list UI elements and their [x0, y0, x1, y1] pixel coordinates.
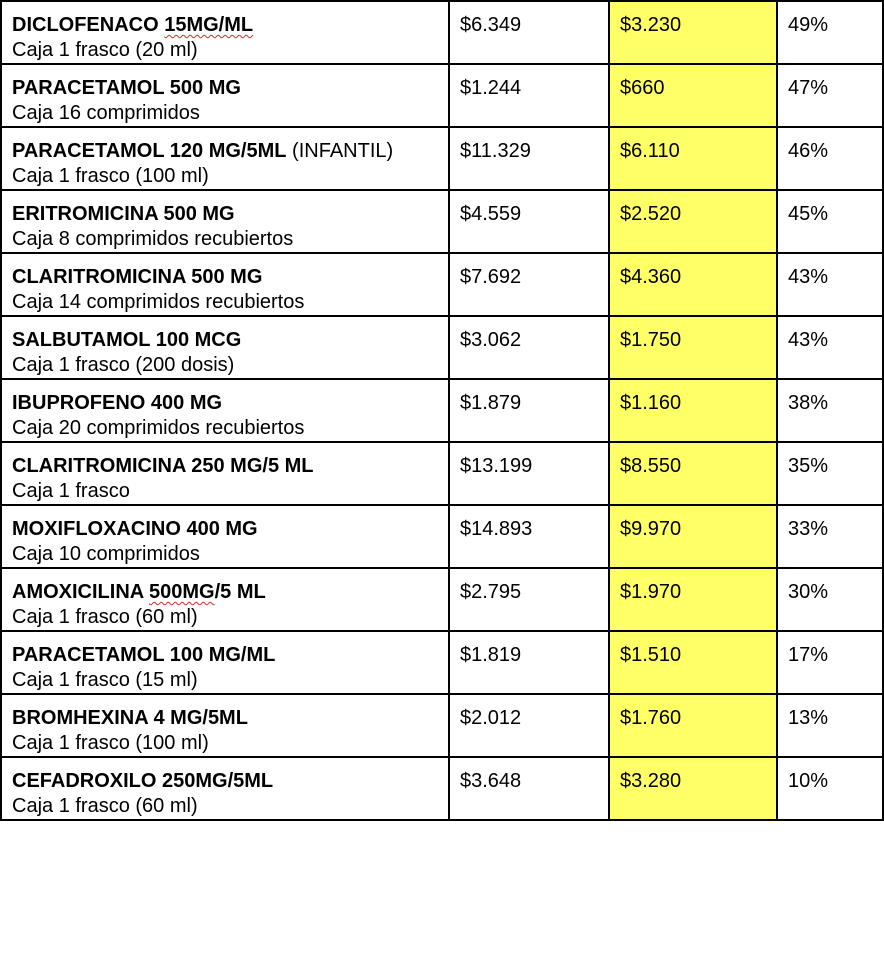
price-before-cell: $1.819 [449, 631, 609, 694]
discount-cell: 35% [777, 442, 883, 505]
product-name-spellcheck: 15MG/ML [164, 14, 254, 36]
product-pack: Caja 1 frasco (60 ml) [12, 795, 198, 817]
product-cell [1, 127, 449, 190]
product-name-text: CLARITROMICINA 250 MG/5 ML [12, 455, 314, 477]
product-pack: Caja 8 comprimidos recubiertos [12, 228, 294, 250]
product-name [12, 328, 438, 353]
table-row [1, 190, 883, 253]
product-cell [1, 379, 449, 442]
product-name-text: BROMHEXINA 4 MG/5ML [12, 707, 248, 729]
product-cell [1, 568, 449, 631]
discount-cell: 45% [777, 190, 883, 253]
product-name [12, 706, 438, 731]
product-pack: Caja 16 comprimidos [12, 102, 200, 124]
discount-cell: 38% [777, 379, 883, 442]
discount-cell: 43% [777, 316, 883, 379]
product-name-text: CLARITROMICINA 500 MG [12, 266, 263, 288]
table-row [1, 64, 883, 127]
price-before-cell: $3.648 [449, 757, 609, 820]
product-name-tail: /5 ML [214, 581, 266, 603]
product-name-text: PARACETAMOL 100 MG/ML [12, 644, 276, 666]
product-cell [1, 631, 449, 694]
product-pack: Caja 1 frasco [12, 480, 130, 502]
product-name [12, 202, 438, 227]
table-row [1, 568, 883, 631]
table-row [1, 694, 883, 757]
discount-cell: 10% [777, 757, 883, 820]
table-row [1, 253, 883, 316]
price-after-cell: $8.550 [609, 442, 777, 505]
product-pack: Caja 14 comprimidos recubiertos [12, 291, 305, 313]
product-name [12, 769, 438, 794]
discount-cell: 13% [777, 694, 883, 757]
product-pack: Caja 1 frasco (100 ml) [12, 165, 209, 187]
product-name-spellcheck: 500MG [149, 581, 215, 603]
product-cell [1, 757, 449, 820]
price-after-cell: $3.230 [609, 1, 777, 64]
product-cell [1, 64, 449, 127]
price-after-cell: $1.510 [609, 631, 777, 694]
price-after-cell: $1.160 [609, 379, 777, 442]
product-cell [1, 190, 449, 253]
discount-cell: 17% [777, 631, 883, 694]
price-after-cell: $6.110 [609, 127, 777, 190]
price-before-cell: $4.559 [449, 190, 609, 253]
product-name [12, 76, 438, 101]
discount-cell: 33% [777, 505, 883, 568]
product-name-text: PARACETAMOL 500 MG [12, 77, 241, 99]
price-before-cell: $2.012 [449, 694, 609, 757]
price-after-cell: $660 [609, 64, 777, 127]
product-pack: Caja 10 comprimidos [12, 543, 200, 565]
discount-cell: 47% [777, 64, 883, 127]
product-cell [1, 442, 449, 505]
product-name [12, 13, 438, 38]
product-name [12, 580, 438, 605]
product-suffix: (INFANTIL) [286, 140, 394, 162]
price-after-cell: $1.760 [609, 694, 777, 757]
product-cell [1, 694, 449, 757]
table-body [1, 1, 883, 820]
product-name [12, 454, 438, 479]
product-cell [1, 253, 449, 316]
price-before-cell: $6.349 [449, 1, 609, 64]
product-pack: Caja 1 frasco (20 ml) [12, 39, 198, 61]
product-pack: Caja 1 frasco (100 ml) [12, 732, 209, 754]
table-row [1, 505, 883, 568]
product-name [12, 643, 438, 668]
discount-cell: 43% [777, 253, 883, 316]
product-cell [1, 316, 449, 379]
product-name-text: IBUPROFENO 400 MG [12, 392, 223, 414]
price-before-cell: $3.062 [449, 316, 609, 379]
price-after-cell: $1.750 [609, 316, 777, 379]
product-cell [1, 1, 449, 64]
table-row [1, 316, 883, 379]
price-after-cell: $3.280 [609, 757, 777, 820]
table-row [1, 1, 883, 64]
product-pack: Caja 20 comprimidos recubiertos [12, 417, 305, 439]
table-row [1, 442, 883, 505]
price-before-cell: $13.199 [449, 442, 609, 505]
product-pack: Caja 1 frasco (15 ml) [12, 669, 198, 691]
price-after-cell: $4.360 [609, 253, 777, 316]
product-name-text: SALBUTAMOL 100 MCG [12, 329, 242, 351]
price-before-cell: $7.692 [449, 253, 609, 316]
table-row [1, 379, 883, 442]
product-name-text: AMOXICILINA [12, 581, 150, 603]
discount-cell: 49% [777, 1, 883, 64]
discount-cell: 30% [777, 568, 883, 631]
price-after-cell: $1.970 [609, 568, 777, 631]
price-after-cell: $9.970 [609, 505, 777, 568]
price-before-cell: $11.329 [449, 127, 609, 190]
product-pack: Caja 1 frasco (60 ml) [12, 606, 198, 628]
product-name [12, 517, 438, 542]
product-name [12, 265, 438, 290]
product-name-text: DICLOFENACO [12, 14, 165, 36]
price-before-cell: $1.244 [449, 64, 609, 127]
product-name-text: MOXIFLOXACINO 400 MG [12, 518, 258, 540]
product-name [12, 391, 438, 416]
price-before-cell: $14.893 [449, 505, 609, 568]
product-cell [1, 505, 449, 568]
product-pack: Caja 1 frasco (200 dosis) [12, 354, 235, 376]
product-name-text: ERITROMICINA 500 MG [12, 203, 235, 225]
price-after-cell: $2.520 [609, 190, 777, 253]
product-name-text: PARACETAMOL 120 MG/5ML [12, 140, 287, 162]
product-name [12, 139, 438, 164]
price-before-cell: $2.795 [449, 568, 609, 631]
table-row [1, 127, 883, 190]
price-before-cell: $1.879 [449, 379, 609, 442]
discount-cell: 46% [777, 127, 883, 190]
table-row [1, 757, 883, 820]
product-name-text: CEFADROXILO 250MG/5ML [12, 770, 274, 792]
table-row [1, 631, 883, 694]
